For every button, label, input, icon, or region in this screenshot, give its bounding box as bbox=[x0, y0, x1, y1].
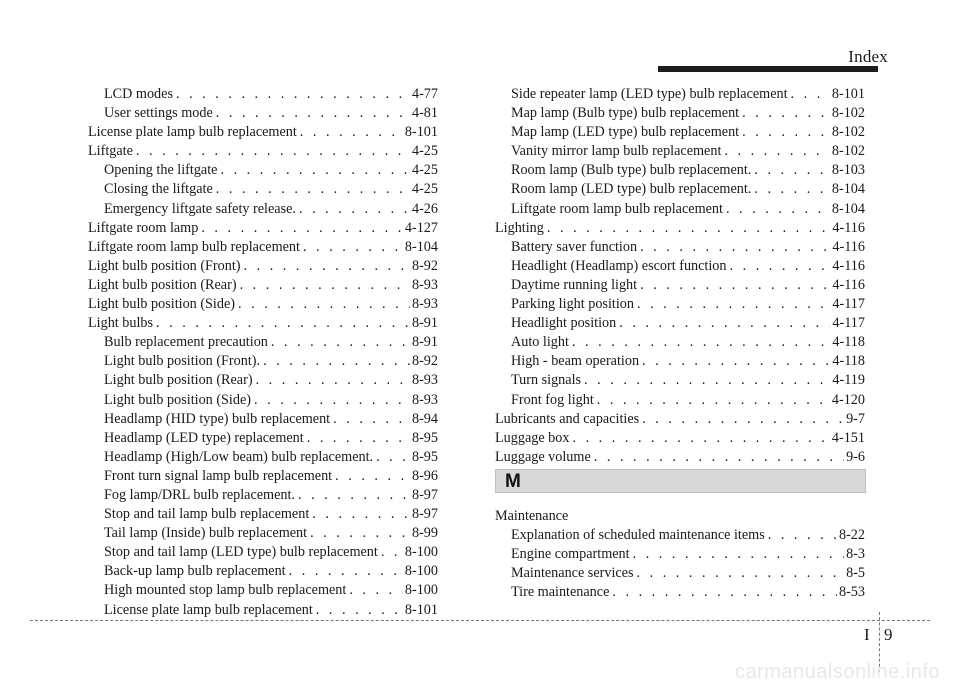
index-entry bbox=[495, 352, 865, 371]
index-entry-page: 8-22 bbox=[838, 527, 865, 544]
index-entry bbox=[495, 391, 865, 410]
dot-leader bbox=[730, 257, 831, 276]
dot-leader bbox=[349, 581, 403, 600]
index-entry-label: Vanity mirror lamp bulb replacement bbox=[511, 143, 722, 160]
index-entry-label: Front fog light bbox=[511, 391, 594, 408]
index-entry bbox=[495, 276, 865, 295]
index-entry-label: License plate lamp bulb replacement bbox=[104, 601, 313, 618]
dot-leader bbox=[220, 161, 410, 180]
index-entry-page: 4-117 bbox=[832, 315, 865, 332]
index-entry-page: 8-99 bbox=[411, 525, 438, 542]
index-entry bbox=[495, 564, 865, 583]
index-entry bbox=[88, 429, 438, 448]
index-entry-label: Light bulb position (Rear) bbox=[104, 372, 253, 389]
index-entry-label: Engine compartment bbox=[511, 546, 630, 563]
dot-leader bbox=[263, 352, 410, 371]
header-rule bbox=[658, 66, 878, 72]
dot-leader bbox=[742, 123, 830, 142]
dot-leader bbox=[619, 314, 830, 333]
index-entry-page: 4-116 bbox=[832, 276, 865, 293]
dot-leader bbox=[333, 410, 410, 429]
index-entry-page: 8-95 bbox=[411, 429, 438, 446]
index-entry-page: 8-96 bbox=[411, 467, 438, 484]
dot-leader bbox=[335, 467, 410, 486]
index-entry bbox=[88, 104, 438, 123]
index-entry bbox=[88, 85, 438, 104]
index-entry-label: Headlamp (High/Low beam) bulb replacement. bbox=[104, 448, 374, 465]
index-entry-label: Light bulb position (Rear) bbox=[88, 276, 237, 293]
index-entry-label: Lighting bbox=[495, 219, 544, 236]
index-entry-label: Light bulb position (Side) bbox=[88, 296, 235, 313]
dot-leader bbox=[768, 526, 837, 545]
index-entry bbox=[495, 238, 865, 257]
dot-leader bbox=[754, 161, 830, 180]
index-entry bbox=[88, 562, 438, 581]
index-entry bbox=[495, 583, 865, 602]
dot-leader bbox=[791, 85, 830, 104]
index-m-section bbox=[495, 507, 865, 602]
footer-divider bbox=[30, 620, 930, 621]
index-entry-label: Side repeater lamp (LED type) bulb replacement bbox=[511, 86, 788, 102]
dot-leader bbox=[742, 104, 830, 123]
dot-leader bbox=[312, 505, 410, 524]
index-column-left bbox=[88, 85, 438, 620]
index-entry-page: 8-91 bbox=[411, 334, 438, 351]
index-entry bbox=[495, 410, 865, 429]
index-entry bbox=[495, 545, 865, 564]
index-entry-page: 4-77 bbox=[411, 86, 438, 102]
index-entry bbox=[88, 180, 438, 199]
index-entry bbox=[495, 257, 865, 276]
index-entry-label: Headlight (Headlamp) escort function bbox=[511, 257, 727, 274]
index-entry-page: 4-120 bbox=[831, 391, 865, 408]
index-entry-label: Parking light position bbox=[511, 296, 634, 313]
index-entry-label: Explanation of scheduled maintenance items bbox=[511, 527, 765, 544]
dot-leader bbox=[726, 200, 830, 219]
index-entry bbox=[495, 314, 865, 333]
index-entry bbox=[88, 352, 438, 371]
index-entry-label: Battery saver function bbox=[511, 238, 638, 255]
index-entry-label: Back-up lamp bulb replacement bbox=[104, 563, 286, 580]
dot-leader bbox=[642, 410, 844, 429]
index-entry bbox=[88, 391, 438, 410]
index-entry bbox=[88, 123, 438, 142]
dot-leader bbox=[547, 219, 831, 238]
dot-leader bbox=[254, 391, 410, 410]
dot-leader bbox=[637, 295, 830, 314]
index-entry-page: 4-26 bbox=[411, 200, 438, 217]
index-entry-page: 4-116 bbox=[832, 257, 865, 274]
dot-leader bbox=[307, 429, 410, 448]
dot-leader bbox=[244, 257, 410, 276]
index-entry bbox=[88, 333, 438, 352]
index-entry-page: 8-102 bbox=[831, 124, 865, 141]
dot-leader bbox=[298, 486, 410, 505]
dot-leader bbox=[376, 448, 410, 467]
index-entry bbox=[88, 295, 438, 314]
index-entry-label: Stop and tail lamp bulb replacement bbox=[104, 506, 310, 523]
dot-leader bbox=[637, 564, 845, 583]
index-entry bbox=[88, 314, 438, 333]
dot-leader bbox=[316, 601, 403, 620]
index-entry-page: 8-5 bbox=[846, 565, 865, 582]
index-entry bbox=[495, 526, 865, 545]
index-entry-page: 4-151 bbox=[831, 429, 865, 446]
index-entry-label: Auto light bbox=[511, 334, 569, 351]
dot-leader bbox=[271, 333, 410, 352]
index-entry-page: 4-118 bbox=[832, 353, 865, 370]
dot-leader bbox=[289, 562, 403, 581]
index-entry-page: 8-102 bbox=[831, 143, 865, 160]
index-entry-label: Emergency liftgate safety release. bbox=[104, 200, 296, 217]
dot-leader bbox=[299, 200, 410, 219]
dot-leader bbox=[572, 429, 829, 448]
index-entry-page: 4-116 bbox=[832, 219, 865, 236]
index-entry bbox=[88, 257, 438, 276]
index-entry bbox=[495, 448, 865, 467]
dot-leader bbox=[584, 371, 830, 390]
section-letter-bar bbox=[495, 469, 866, 493]
index-entry-label: Maintenance services bbox=[511, 565, 634, 582]
page-header-title: Index bbox=[848, 47, 888, 66]
index-entry-label: Closing the liftgate bbox=[104, 181, 213, 198]
index-entry bbox=[495, 180, 865, 199]
index-entry-label: Liftgate room lamp bulb replacement bbox=[88, 238, 300, 255]
index-entry bbox=[88, 410, 438, 429]
dot-leader bbox=[238, 295, 410, 314]
index-entry bbox=[495, 161, 865, 180]
index-entry-page: 8-103 bbox=[831, 162, 865, 179]
index-entry-page: 8-97 bbox=[411, 486, 438, 503]
dot-leader bbox=[156, 314, 410, 333]
footer-section-letter: I bbox=[864, 625, 870, 644]
dot-leader bbox=[303, 238, 403, 257]
index-entry-page: 8-101 bbox=[404, 601, 438, 618]
index-entry bbox=[88, 371, 438, 390]
dot-leader bbox=[256, 371, 410, 390]
index-entry-label: Stop and tail lamp (LED type) bulb replacement bbox=[104, 544, 378, 561]
index-entry-page: 8-100 bbox=[404, 544, 438, 561]
index-entry-page: 8-104 bbox=[831, 181, 865, 198]
index-entry-page: 8-92 bbox=[411, 353, 438, 370]
index-entry-label: Map lamp (Bulb type) bulb replacement bbox=[511, 105, 740, 122]
watermark: carmanualsonline.info bbox=[734, 661, 940, 683]
index-entry-label: Luggage box bbox=[495, 429, 570, 446]
index-entry-label: Fog lamp/DRL bulb replacement. bbox=[104, 486, 295, 503]
index-entry bbox=[88, 601, 438, 620]
index-entry-label: Tail lamp (Inside) bulb replacement bbox=[104, 525, 308, 542]
index-entry-label: High mounted stop lamp bulb replacement bbox=[104, 582, 347, 599]
dot-leader bbox=[640, 238, 830, 257]
index-entry bbox=[88, 200, 438, 219]
index-entry-page: 8-100 bbox=[404, 563, 438, 580]
index-heading-maintenance: Maintenance bbox=[495, 508, 569, 524]
index-entry-page: 4-25 bbox=[411, 162, 438, 179]
index-entry bbox=[88, 238, 438, 257]
index-entry-page: 4-25 bbox=[411, 181, 438, 198]
index-entry bbox=[88, 505, 438, 524]
dot-leader bbox=[642, 352, 830, 371]
index-entry bbox=[88, 543, 438, 562]
index-entry-page: 8-95 bbox=[411, 448, 438, 465]
index-entry-label: Liftgate room lamp bulb replacement bbox=[511, 200, 723, 217]
index-entry-page: 4-118 bbox=[832, 334, 865, 351]
index-entry-page: 8-97 bbox=[411, 506, 438, 523]
index-entry bbox=[495, 371, 865, 390]
index-entry-page: 4-25 bbox=[411, 143, 438, 160]
index-entry-label: Room lamp (Bulb type) bulb replacement. bbox=[511, 162, 752, 179]
index-entry-page: 8-93 bbox=[411, 391, 438, 408]
dot-leader bbox=[216, 180, 410, 199]
index-entry-page: 8-101 bbox=[404, 124, 438, 141]
index-entry bbox=[88, 276, 438, 295]
index-entry-page: 8-101 bbox=[831, 86, 865, 102]
index-entry-label: Liftgate bbox=[88, 143, 133, 160]
index-entry-page: 4-127 bbox=[404, 219, 438, 236]
index-entry-page: 8-93 bbox=[411, 276, 438, 293]
index-entry-label: Daytime running light bbox=[511, 276, 638, 293]
index-entry-page: 8-102 bbox=[831, 105, 865, 122]
index-entry bbox=[495, 85, 865, 104]
index-entry-label: Light bulb position (Front) bbox=[88, 257, 241, 274]
dot-leader bbox=[640, 276, 830, 295]
index-entry bbox=[495, 104, 865, 123]
dot-leader bbox=[612, 583, 837, 602]
index-entry bbox=[88, 161, 438, 180]
index-column-right bbox=[495, 85, 865, 467]
index-entry-page: 4-116 bbox=[832, 238, 865, 255]
index-entry bbox=[88, 581, 438, 600]
index-entry-page: 8-3 bbox=[846, 546, 865, 563]
index-entry bbox=[495, 333, 865, 352]
index-entry-label: High - beam operation bbox=[511, 353, 640, 370]
dot-leader bbox=[310, 524, 410, 543]
dot-leader bbox=[633, 545, 844, 564]
index-entry-label: Liftgate room lamp bbox=[88, 219, 199, 236]
index-entry-page: 8-94 bbox=[411, 410, 438, 427]
index-entry-label: Headlight position bbox=[511, 315, 617, 332]
index-entry-page: 8-93 bbox=[411, 372, 438, 389]
dot-leader bbox=[300, 123, 403, 142]
index-entry-label: Bulb replacement precaution bbox=[104, 334, 268, 351]
index-entry bbox=[88, 219, 438, 238]
index-entry-label: LCD modes bbox=[104, 86, 173, 102]
dot-leader bbox=[136, 142, 410, 161]
dot-leader bbox=[754, 180, 830, 199]
index-entry-label: Turn signals bbox=[511, 372, 582, 389]
index-entry-label: Tire maintenance bbox=[511, 584, 610, 601]
index-entry-label: License plate lamp bulb replacement bbox=[88, 124, 297, 141]
index-entry-page: 4-117 bbox=[832, 296, 865, 313]
index-entry-label: Light bulb position (Side) bbox=[104, 391, 251, 408]
index-entry-page: 8-93 bbox=[411, 296, 438, 313]
index-entry-label: Lubricants and capacities bbox=[495, 410, 640, 427]
index-entry-page: 8-104 bbox=[404, 238, 438, 255]
index-entry-label: Light bulbs bbox=[88, 315, 154, 332]
dot-leader bbox=[201, 219, 403, 238]
index-entry bbox=[88, 467, 438, 486]
index-entry bbox=[495, 123, 865, 142]
index-entry-label: Headlamp (LED type) replacement bbox=[104, 429, 304, 446]
index-entry-label: Map lamp (LED type) bulb replacement bbox=[511, 124, 740, 141]
dot-leader bbox=[216, 104, 410, 123]
index-entry bbox=[495, 142, 865, 161]
index-entry-page: 8-91 bbox=[411, 315, 438, 332]
index-entry-page: 4-119 bbox=[832, 372, 865, 389]
index-entry-label: Headlamp (HID type) bulb replacement bbox=[104, 410, 331, 427]
index-entry bbox=[495, 219, 865, 238]
index-entry bbox=[88, 524, 438, 543]
index-entry-page: 9-6 bbox=[846, 448, 865, 465]
index-entry bbox=[495, 429, 865, 448]
index-entry bbox=[88, 486, 438, 505]
index-entry-page: 8-104 bbox=[831, 200, 865, 217]
dot-leader bbox=[594, 448, 844, 467]
index-entry-label: Light bulb position (Front). bbox=[104, 353, 261, 370]
index-entry-label: Opening the liftgate bbox=[104, 162, 218, 179]
index-entry-page: 9-7 bbox=[846, 410, 865, 427]
dot-leader bbox=[381, 543, 403, 562]
index-entry-page: 4-81 bbox=[411, 105, 438, 122]
index-entry-label: Luggage volume bbox=[495, 448, 591, 465]
index-entry-page: 8-92 bbox=[411, 257, 438, 274]
section-letter-heading: M bbox=[505, 471, 521, 492]
dot-leader bbox=[597, 391, 830, 410]
index-entry bbox=[88, 142, 438, 161]
index-entry-label: User settings mode bbox=[104, 105, 213, 122]
index-entry-page: 8-100 bbox=[404, 582, 438, 599]
dot-leader bbox=[572, 333, 830, 352]
index-entry bbox=[88, 448, 438, 467]
dot-leader bbox=[176, 85, 410, 104]
dot-leader bbox=[240, 276, 410, 295]
footer-page-number: 9 bbox=[884, 625, 893, 644]
index-entry-page: 8-53 bbox=[838, 584, 865, 601]
index-entry-label: Room lamp (LED type) bulb replacement. bbox=[511, 181, 752, 198]
dot-leader bbox=[724, 142, 830, 161]
index-entry-label: Front turn signal lamp bulb replacement bbox=[104, 467, 333, 484]
index-entry bbox=[495, 200, 865, 219]
index-entry bbox=[495, 295, 865, 314]
